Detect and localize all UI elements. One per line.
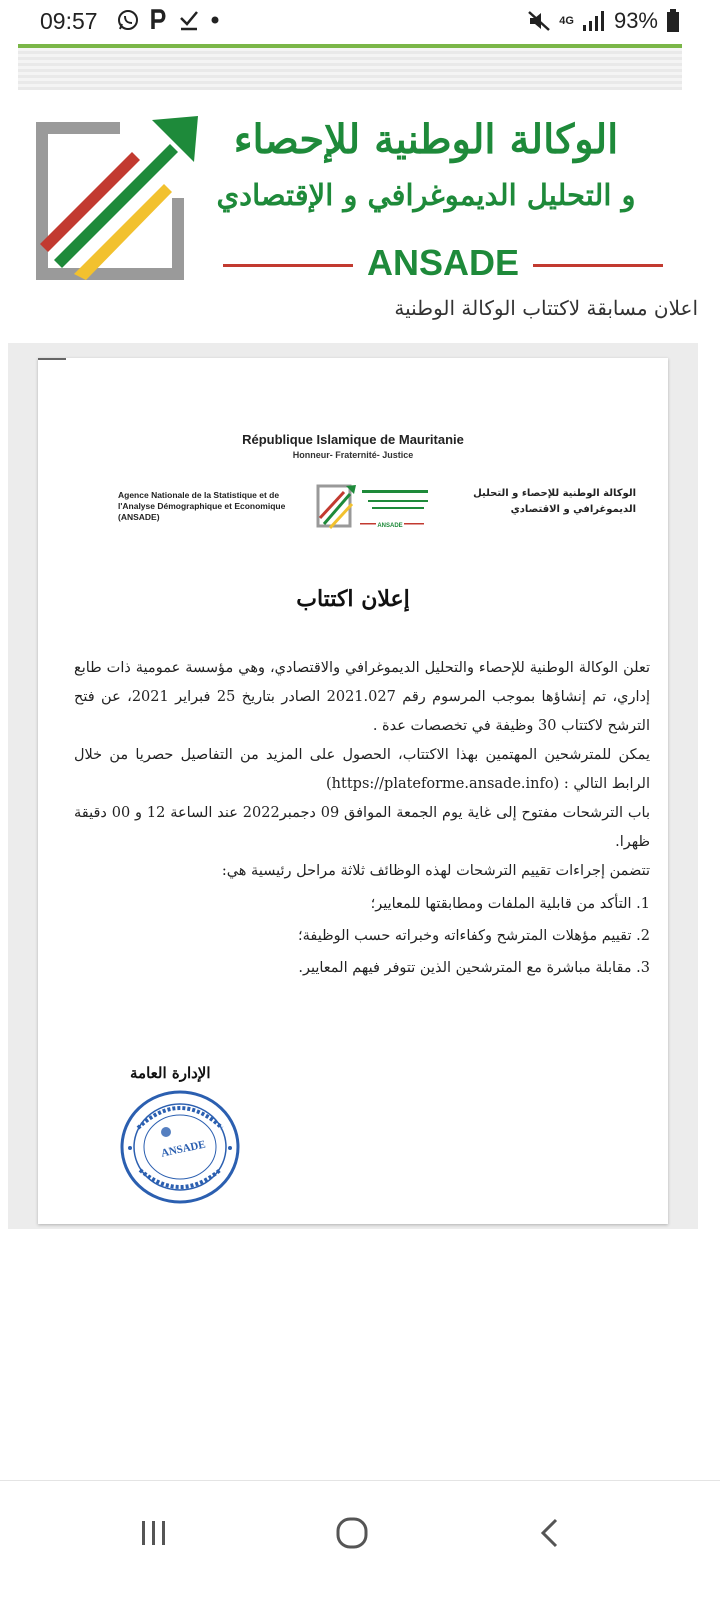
whatsapp-icon — [116, 8, 140, 32]
stamp-text: ANSADE — [160, 1138, 207, 1160]
announcement-body — [74, 654, 650, 886]
body-paragraph-3: باب الترشحات مفتوح إلى غاية يوم الجمعة الموافق 09 دجمبر2022 عند الساعة 12 و 00 دقيقة ظهرا. — [74, 805, 650, 850]
status-time: 09:57 — [40, 8, 98, 34]
home-button[interactable] — [322, 1509, 382, 1557]
recents-button[interactable] — [124, 1509, 184, 1557]
system-navigation-bar — [0, 1480, 720, 1600]
announcement-title: إعلان اكتتاب — [296, 586, 410, 612]
network-type: 4G — [559, 15, 574, 27]
battery-percent: 93% — [613, 8, 658, 33]
notification-icons — [116, 8, 220, 32]
ansade-logo-icon — [32, 112, 202, 282]
official-stamp-icon — [118, 1088, 242, 1206]
republic-heading: République Islamique de Mauritanie — [242, 432, 464, 447]
doc-logo-acronym: ANSADE — [377, 523, 403, 529]
document-image[interactable] — [38, 358, 668, 1224]
recents-icon — [139, 1519, 169, 1547]
home-icon — [335, 1516, 369, 1550]
paper-corner-mark — [38, 358, 66, 360]
step-item: 2. تقييم مؤهلات المترشح وكفاءاته وخبراته حسب الوظيفة؛ — [297, 928, 650, 944]
acronym-text: ANSADE — [366, 242, 519, 283]
body-paragraph-4: تتضمن إجراءات تقييم الترشحات لهذه الوظائف ثلاثة مراحل رئيسية هي: — [221, 863, 650, 879]
site-acronym — [208, 242, 678, 284]
signature-title: الإدارة العامة — [130, 1064, 211, 1082]
system-icons — [527, 8, 680, 34]
body-paragraph-2-text: يمكن للمترشحين المهتمين بهذا الاكتتاب، الحصول على المزيد من التفاصيل حصريا من خلال الرابط التالي : — [74, 747, 650, 792]
battery-icon — [666, 9, 680, 33]
site-subtitle-ar: و التحليل الديموغرافي و الإقتصادي — [216, 178, 636, 212]
signal-icon — [582, 11, 606, 31]
body-paragraph-2 — [74, 741, 650, 799]
site-header-band — [18, 44, 682, 90]
step-item: 3. مقابلة مباشرة مع المترشحين الذين تتوفر فيهم المعايير. — [298, 960, 650, 976]
agency-name-fr: Agence Nationale de la Statistique et de l'Analyse Démographique et Economique (ANSADE) — [118, 490, 286, 522]
ansade-banner[interactable] — [18, 90, 698, 320]
agency-name-ar: الوكالة الوطنية للإحصاء و التحليل الديموغرافي و الاقتصادي — [473, 488, 636, 515]
body-paragraph-1: تعلن الوكالة الوطنية للإحصاء والتحليل الديموغرافي والاقتصادي، وهي مؤسسة عمومية ذات طابع إداري، تم إنشاؤها بموجب المرسوم رقم 2021.027 الصادر بتاريخ 25 فبراير 2021، عن فتح الترشح لاكتتاب 30 وظيفة في تخصصات عدة . — [74, 660, 650, 734]
status-bar — [0, 0, 720, 44]
step-item: 1. التأكد من قابلية الملفات ومطابقتها للمعايير؛ — [370, 896, 650, 912]
site-title-ar: الوكالة الوطنية للإحصاء — [233, 116, 619, 163]
acronym-right-rule — [533, 264, 663, 267]
evaluation-steps — [74, 888, 650, 984]
cut-off-heading — [58, 296, 698, 324]
mute-icon — [527, 10, 551, 32]
doc-logo-icon — [314, 482, 436, 534]
motto: Honneur- Fraternité- Justice — [292, 450, 414, 460]
dot-icon — [210, 15, 220, 25]
platform-link[interactable]: (https://plateforme.ansade.info) — [326, 776, 560, 792]
back-button[interactable] — [520, 1509, 580, 1557]
cut-off-text: اعلان مسابقة لاكتتاب الوكالة الوطنية — [394, 296, 698, 320]
acronym-left-rule — [223, 264, 353, 267]
check-download-icon — [178, 9, 200, 31]
back-icon — [538, 1517, 562, 1549]
parking-icon — [150, 9, 168, 31]
